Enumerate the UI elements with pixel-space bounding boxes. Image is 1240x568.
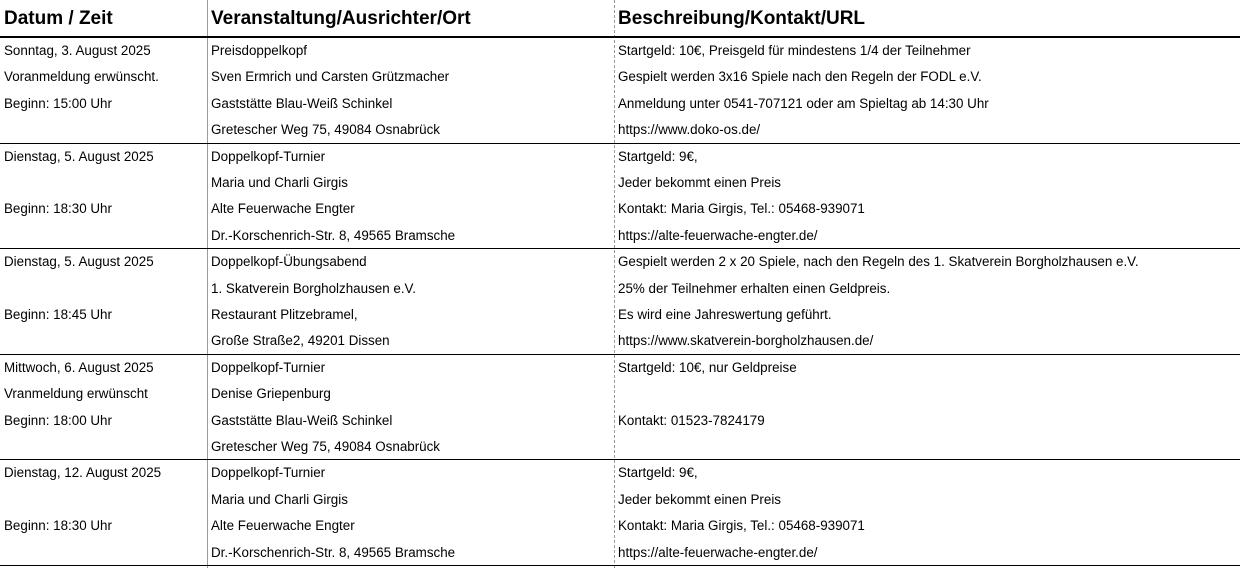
event-cell-line: Sven Ermrich und Carsten Grützmacher bbox=[211, 69, 450, 85]
event-cell bbox=[207, 355, 613, 459]
event-cell-line: Doppelkopf-Übungsabend bbox=[211, 254, 367, 270]
date-cell bbox=[0, 38, 206, 142]
header-event: Veranstaltung/Ausrichter/Ort bbox=[211, 8, 471, 29]
event-cell-line: Denise Griepenburg bbox=[211, 386, 331, 402]
description-cell-line: Kontakt: Maria Girgis, Tel.: 05468-939071 bbox=[618, 201, 865, 217]
date-cell-line: Voranmeldung erwünscht. bbox=[4, 69, 159, 85]
event-cell-line: 1. Skatverein Borgholzhausen e.V. bbox=[211, 280, 416, 296]
date-cell-line: Beginn: 18:30 Uhr bbox=[4, 518, 112, 534]
date-cell-line bbox=[4, 223, 206, 249]
description-cell-line: Es wird eine Jahreswertung geführt. bbox=[618, 306, 832, 322]
description-cell-line[interactable]: https://www.doko-os.de/ bbox=[618, 122, 761, 138]
description-cell-line: Kontakt: Maria Girgis, Tel.: 05468-939071 bbox=[618, 518, 865, 534]
event-cell bbox=[207, 144, 613, 248]
description-cell-line: Jeder bekommt einen Preis bbox=[618, 174, 781, 190]
description-cell-line: Startgeld: 9€, bbox=[618, 465, 698, 481]
description-cell-line: Startgeld: 10€, nur Geldpreise bbox=[618, 359, 797, 375]
event-cell-line: Dr.-Korschenrich-Str. 8, 49565 Bramsche bbox=[211, 227, 456, 243]
description-cell bbox=[614, 460, 1240, 564]
event-cell-line: Doppelkopf-Turnier bbox=[211, 359, 326, 375]
event-cell-line: Preisdoppelkopf bbox=[211, 43, 308, 58]
date-cell-line bbox=[4, 117, 206, 143]
event-cell-line: Gretescher Weg 75, 49084 Osnabrück bbox=[211, 438, 441, 454]
event-cell-line: Maria und Charli Girgis bbox=[211, 174, 348, 190]
table-header bbox=[0, 0, 1240, 38]
description-cell-line bbox=[618, 381, 1240, 407]
event-cell-line: Doppelkopf-Turnier bbox=[211, 148, 326, 164]
table-row bbox=[0, 460, 1240, 566]
date-cell bbox=[0, 249, 206, 353]
date-cell-line: Dienstag, 5. August 2025 bbox=[4, 148, 154, 164]
description-cell-line[interactable]: https://alte-feuerwache-engter.de/ bbox=[618, 544, 818, 560]
date-cell-line: Vranmeldung erwünscht bbox=[4, 386, 148, 402]
description-cell bbox=[614, 38, 1240, 142]
date-cell-line: Beginn: 18:45 Uhr bbox=[4, 306, 112, 322]
event-cell-line: Große Straße2, 49201 Dissen bbox=[211, 333, 390, 349]
description-cell-line[interactable]: https://www.skatverein-borgholzhausen.de/ bbox=[618, 333, 874, 349]
event-cell bbox=[207, 249, 613, 353]
date-cell bbox=[0, 355, 206, 459]
description-cell bbox=[614, 249, 1240, 353]
description-cell-line: Gespielt werden 2 x 20 Spiele, nach den Regeln des 1. Skatverein Borgholzhausen e.V. bbox=[618, 254, 1139, 270]
description-cell-line: Startgeld: 9€, bbox=[618, 148, 698, 164]
event-cell-line: Maria und Charli Girgis bbox=[211, 491, 348, 507]
date-cell-line: Sonntag, 3. August 2025 bbox=[4, 43, 151, 58]
event-cell-line: Doppelkopf-Turnier bbox=[211, 465, 326, 481]
date-cell-line bbox=[4, 170, 206, 196]
date-cell-line: Beginn: 18:30 Uhr bbox=[4, 201, 112, 217]
date-cell-line: Dienstag, 5. August 2025 bbox=[4, 254, 154, 270]
date-cell-line bbox=[4, 540, 206, 566]
date-cell-line: Mittwoch, 6. August 2025 bbox=[4, 359, 154, 375]
event-cell bbox=[207, 38, 613, 142]
table-row bbox=[0, 144, 1240, 250]
description-cell-line: Startgeld: 10€, Preisgeld für mindestens 1/4 der Teilnehmer bbox=[618, 43, 971, 58]
table-row bbox=[0, 355, 1240, 461]
header-date: Datum / Zeit bbox=[4, 8, 113, 29]
date-cell-line bbox=[4, 276, 206, 302]
date-cell-line: Beginn: 15:00 Uhr bbox=[4, 95, 112, 111]
event-cell-line: Gaststätte Blau-Weiß Schinkel bbox=[211, 412, 393, 428]
description-cell-line[interactable] bbox=[618, 434, 1240, 460]
description-cell-line: Gespielt werden 3x16 Spiele nach den Regeln der FODL e.V. bbox=[618, 69, 982, 85]
event-cell-line: Alte Feuerwache Engter bbox=[211, 201, 355, 217]
description-cell-line[interactable]: https://alte-feuerwache-engter.de/ bbox=[618, 227, 818, 243]
description-cell-line: Anmeldung unter 0541-707121 oder am Spieltag ab 14:30 Uhr bbox=[618, 95, 989, 111]
date-cell bbox=[0, 144, 206, 248]
description-cell-line: 25% der Teilnehmer erhalten einen Geldpreis. bbox=[618, 280, 891, 296]
event-cell-line: Dr.-Korschenrich-Str. 8, 49565 Bramsche bbox=[211, 544, 456, 560]
table-row bbox=[0, 249, 1240, 355]
event-cell-line: Gaststätte Blau-Weiß Schinkel bbox=[211, 95, 393, 111]
event-cell bbox=[207, 460, 613, 564]
table-row bbox=[0, 38, 1240, 144]
description-cell bbox=[614, 144, 1240, 248]
date-cell-line bbox=[4, 328, 206, 354]
event-cell-line: Gretescher Weg 75, 49084 Osnabrück bbox=[211, 122, 441, 138]
description-cell-line: Kontakt: 01523-7824179 bbox=[618, 412, 765, 428]
date-cell-line bbox=[4, 434, 206, 460]
date-cell-line: Dienstag, 12. August 2025 bbox=[4, 465, 162, 481]
description-cell bbox=[614, 355, 1240, 459]
date-cell-line bbox=[4, 487, 206, 513]
description-cell-line: Jeder bekommt einen Preis bbox=[618, 491, 781, 507]
event-cell-line: Restaurant Plitzebramel, bbox=[211, 306, 358, 322]
date-cell bbox=[0, 460, 206, 564]
date-cell-line: Beginn: 18:00 Uhr bbox=[4, 412, 112, 428]
header-description: Beschreibung/Kontakt/URL bbox=[618, 8, 866, 29]
event-cell-line: Alte Feuerwache Engter bbox=[211, 518, 355, 534]
